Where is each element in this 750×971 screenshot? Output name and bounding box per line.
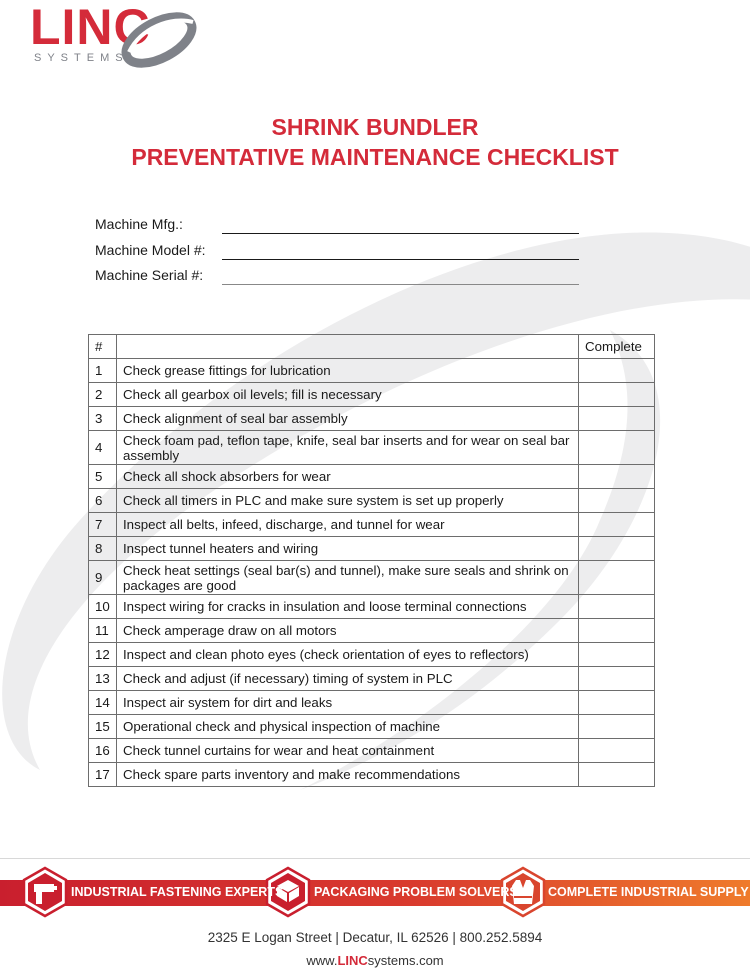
company-address: 2325 E Logan Street | Decatur, IL 62526 | 800.252.5894 [207,930,543,945]
row-number: 2 [89,383,117,407]
table-row [89,691,655,715]
header-complete: Complete [579,335,655,359]
table-row [89,595,655,619]
table-row [89,643,655,667]
table-row [89,619,655,643]
table-row [89,537,655,561]
table-row [89,513,655,537]
table-row [89,763,655,787]
row-complete-cell[interactable] [579,739,655,763]
page-title-line-1: SHRINK BUNDLER [271,114,479,140]
row-complete-cell[interactable] [579,715,655,739]
row-number: 7 [89,513,117,537]
row-task: Inspect wiring for cracks in insulation and loose terminal connections [116,595,578,619]
linc-systems-logo [26,2,201,72]
row-complete-cell[interactable] [579,667,655,691]
row-complete-cell[interactable] [579,643,655,667]
row-complete-cell[interactable] [579,383,655,407]
website-prefix: www. [306,953,338,968]
row-complete-cell[interactable] [579,489,655,513]
company-website[interactable] [0,953,750,968]
table-row [89,739,655,763]
banner-label-supply: COMPLETE INDUSTRIAL SUPPLY [548,885,749,899]
table-row [89,667,655,691]
row-complete-cell[interactable] [579,407,655,431]
maintenance-checklist-table [88,334,655,787]
row-task: Inspect all belts, infeed, discharge, and tunnel for wear [116,513,578,537]
machine-mfg-line[interactable] [222,233,579,234]
row-task: Check all shock absorbers for wear [116,465,578,489]
row-task: Check grease fittings for lubrication [116,359,578,383]
website-brand: LINC [337,953,368,968]
row-number: 14 [89,691,117,715]
table-row [89,407,655,431]
page-title-line-2: PREVENTATIVE MAINTENANCE CHECKLIST [131,144,619,170]
row-task: Inspect and clean photo eyes (check orientation of eyes to reflectors) [116,643,578,667]
row-complete-cell[interactable] [579,763,655,787]
row-complete-cell[interactable] [579,691,655,715]
row-number: 12 [89,643,117,667]
row-task: Check amperage draw on all motors [116,619,578,643]
row-task: Check tunnel curtains for wear and heat containment [116,739,578,763]
logo-wordmark: LINC [30,0,151,55]
row-task: Check foam pad, teflon tape, knife, seal bar inserts and for wear on seal bar assembly [116,431,578,465]
row-complete-cell[interactable] [579,359,655,383]
row-task: Check alignment of seal bar assembly [116,407,578,431]
row-number: 16 [89,739,117,763]
row-number: 10 [89,595,117,619]
machine-mfg-label: Machine Mfg.: [95,216,183,232]
header-task [116,335,578,359]
machine-model-line[interactable] [222,259,579,260]
table-row [89,465,655,489]
row-task: Inspect tunnel heaters and wiring [116,537,578,561]
row-number: 15 [89,715,117,739]
row-task: Check and adjust (if necessary) timing of system in PLC [116,667,578,691]
machine-serial-line[interactable] [222,284,579,285]
machine-serial-label: Machine Serial #: [95,267,204,283]
table-header-row [89,335,655,359]
row-number: 3 [89,407,117,431]
banner-label-packaging: PACKAGING PROBLEM SOLVERS [314,885,518,899]
row-task: Check all timers in PLC and make sure system is set up properly [116,489,578,513]
table-row [89,715,655,739]
row-task: Inspect air system for dirt and leaks [116,691,578,715]
table-row [89,359,655,383]
logo-swoosh-icon [111,8,201,72]
row-number: 4 [89,431,117,465]
row-complete-cell[interactable] [579,513,655,537]
logo-subtitle: SYSTEMS [34,52,129,64]
website-suffix: systems.com [367,953,444,968]
nail-gun-icon [22,866,68,918]
table-row [89,561,655,595]
row-complete-cell[interactable] [579,537,655,561]
header-number: # [89,335,117,359]
row-number: 1 [89,359,117,383]
row-complete-cell[interactable] [579,619,655,643]
row-number: 6 [89,489,117,513]
row-task: Check all gearbox oil levels; fill is necessary [116,383,578,407]
row-number: 17 [89,763,117,787]
row-complete-cell[interactable] [579,561,655,595]
banner-label-fastening: INDUSTRIAL FASTENING EXPERTS [71,885,284,899]
row-number: 13 [89,667,117,691]
row-number: 11 [89,619,117,643]
row-complete-cell[interactable] [579,431,655,465]
machine-model-label: Machine Model #: [95,242,206,258]
row-task: Check heat settings (seal bar(s) and tunnel), make sure seals and shrink on packages are good [116,561,578,595]
row-number: 5 [89,465,117,489]
row-task: Operational check and physical inspection of machine [116,715,578,739]
row-task: Check spare parts inventory and make recommendations [116,763,578,787]
row-number: 8 [89,537,117,561]
row-complete-cell[interactable] [579,595,655,619]
footer-divider [0,858,750,859]
row-complete-cell[interactable] [579,465,655,489]
table-row [89,431,655,465]
table-row [89,383,655,407]
table-row [89,489,655,513]
row-number: 9 [89,561,117,595]
